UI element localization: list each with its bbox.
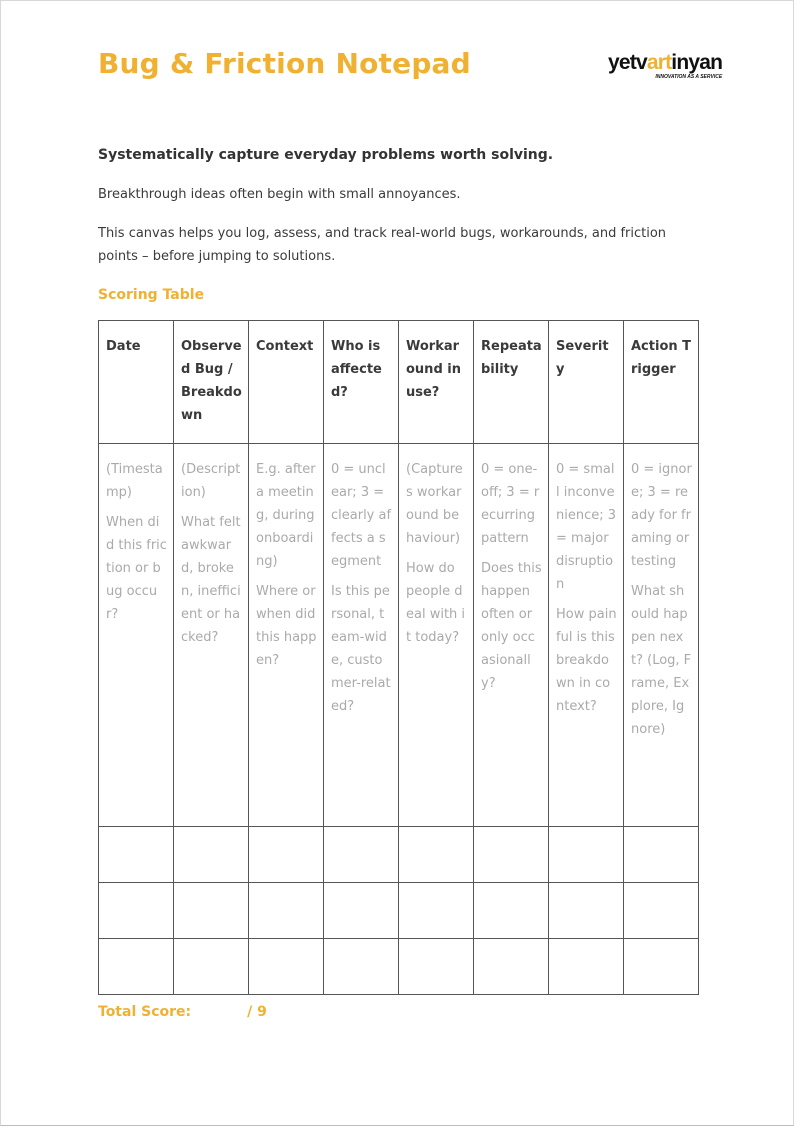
cell-question: What felt awkward, broken, inefficient or hacked? xyxy=(181,515,241,645)
cell-hint: 0 = small inconvenience; 3 = major disruption xyxy=(556,462,617,592)
cell-hint: 0 = unclear; 3 = clearly affects a segment xyxy=(331,462,392,569)
entry-cell[interactable] xyxy=(549,883,624,939)
table-row xyxy=(99,827,699,883)
entry-cell[interactable] xyxy=(474,883,549,939)
cell-question: When did this friction or bug occur? xyxy=(106,515,167,622)
column-header: Repeatability xyxy=(474,321,549,444)
entry-cell[interactable] xyxy=(399,827,474,883)
entry-cell[interactable] xyxy=(174,939,249,995)
column-header: Who is affected? xyxy=(324,321,399,444)
cell-hint: 0 = one-off; 3 = recurring pattern xyxy=(481,462,540,546)
table-row xyxy=(99,939,699,995)
table-header-row xyxy=(99,321,699,444)
guidance-cell xyxy=(624,444,699,827)
cell-hint: E.g. after a meeting, during onboarding) xyxy=(256,462,316,569)
entry-cell[interactable] xyxy=(324,827,399,883)
entry-cell[interactable] xyxy=(399,939,474,995)
intro-paragraph-2: This canvas helps you log, assess, and track real-world bugs, workarounds, and friction points – before jumping to solutions. xyxy=(98,226,667,264)
entry-cell[interactable] xyxy=(249,827,324,883)
entry-cell[interactable] xyxy=(99,883,174,939)
entry-cell[interactable] xyxy=(174,827,249,883)
guidance-cell xyxy=(549,444,624,827)
total-score xyxy=(98,1004,267,1020)
intro-paragraph-1: Breakthrough ideas often begin with small annoyances. xyxy=(98,187,461,202)
cell-hint: (Description) xyxy=(181,462,241,500)
brand-logo: yetvartinyan INNOVATION AS A SERVICE xyxy=(608,51,723,80)
scoring-table xyxy=(98,320,699,995)
cell-hint: (Timestamp) xyxy=(106,462,163,500)
cell-question: Where or when did this happen? xyxy=(256,584,317,668)
guidance-cell xyxy=(249,444,324,827)
entry-cell[interactable] xyxy=(474,827,549,883)
intro-lead: Systematically capture everyday problems worth solving. xyxy=(98,147,554,163)
entry-cell[interactable] xyxy=(624,939,699,995)
entry-cell[interactable] xyxy=(549,827,624,883)
cell-hint: 0 = ignore; 3 = ready for framing or testing xyxy=(631,462,692,569)
entry-cell[interactable] xyxy=(99,939,174,995)
column-header: Date xyxy=(99,321,174,444)
cell-question: Does this happen often or only occasionally? xyxy=(481,561,542,691)
page-title: Bug & Friction Notepad xyxy=(98,47,471,80)
table-row-guidance xyxy=(99,444,699,827)
guidance-cell xyxy=(474,444,549,827)
cell-question: Is this personal, team-wide, customer-related? xyxy=(331,584,391,714)
scoring-table-title: Scoring Table xyxy=(98,287,205,303)
guidance-cell xyxy=(399,444,474,827)
cell-question: How do people deal with it today? xyxy=(406,561,466,645)
entry-cell[interactable] xyxy=(249,939,324,995)
total-score-max: / 9 xyxy=(247,1004,267,1020)
column-header: Observed Bug / Breakdown xyxy=(174,321,249,444)
column-header: Action Trigger xyxy=(624,321,699,444)
column-header: Context xyxy=(249,321,324,444)
entry-cell[interactable] xyxy=(99,827,174,883)
column-header: Workaround in use? xyxy=(399,321,474,444)
total-score-label: Total Score: xyxy=(98,1004,192,1020)
cell-hint: (Captures workaround behaviour) xyxy=(406,462,463,546)
entry-cell[interactable] xyxy=(624,827,699,883)
entry-cell[interactable] xyxy=(324,883,399,939)
entry-cell[interactable] xyxy=(624,883,699,939)
column-header: Severity xyxy=(549,321,624,444)
entry-cell[interactable] xyxy=(249,883,324,939)
guidance-cell xyxy=(174,444,249,827)
entry-cell[interactable] xyxy=(549,939,624,995)
entry-cell[interactable] xyxy=(474,939,549,995)
table-row xyxy=(99,883,699,939)
cell-question: What should happen next? (Log, Frame, Explore, Ignore) xyxy=(631,584,692,737)
entry-cell[interactable] xyxy=(399,883,474,939)
entry-cell[interactable] xyxy=(174,883,249,939)
cell-question: How painful is this breakdown in context? xyxy=(556,607,617,714)
guidance-cell xyxy=(99,444,174,827)
entry-cell[interactable] xyxy=(324,939,399,995)
guidance-cell xyxy=(324,444,399,827)
